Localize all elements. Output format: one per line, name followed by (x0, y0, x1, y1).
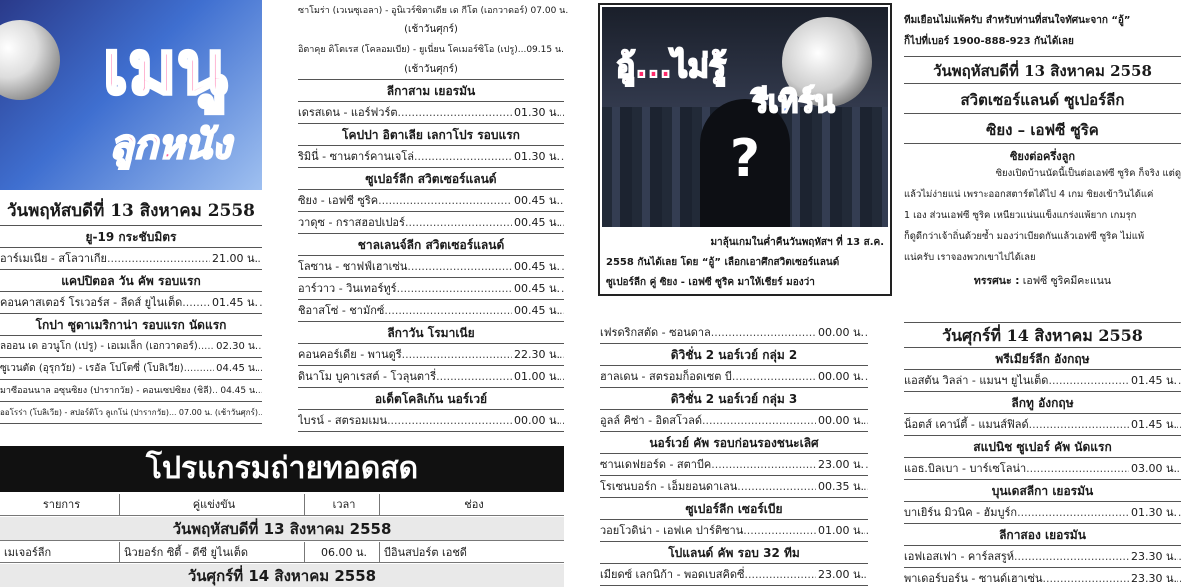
header-time: เวลา (305, 494, 380, 515)
league-heading: สแปนิช ซูเปอร์ คัพ นัดแรก (904, 436, 1181, 458)
match-row (600, 520, 868, 542)
body-line: แน่ครับ เราจองพวกเขาไปได้เลย (904, 252, 1036, 263)
match-time: 00.00 น. (512, 410, 560, 432)
header-program: รายการ (0, 494, 120, 515)
row-program: เมเจอร์ลีก (0, 542, 120, 562)
match-name: โรเซนบอร์ก - เอ็มยอนดาเลน ..... (600, 476, 868, 498)
match-row (904, 502, 1181, 524)
match-name: พาเดอร์บอร์น - ซานด์เฮาเซ่น ..... (904, 568, 1181, 587)
match-time: 01.45 น. (1129, 414, 1177, 436)
article-league: สวิตเซอร์แลนด์ ซูเปอร์ลีก (904, 86, 1181, 114)
match-name: ลออน เด อวนูโก (เปรู) - เอเมเล็ก (เอกวาดอร์) ..... (0, 336, 262, 358)
match-name: อาร์วาว - วินเทอร์ทูร์ ..... (298, 278, 564, 300)
feature-box (598, 3, 892, 296)
match-row (600, 454, 868, 476)
match-time: 01.45 น. (1129, 370, 1177, 392)
match-name: ซูเวนตัด (อุรุกวัย) - เรอัล โปโตซี่ (โบลิเวีย) ..... (0, 358, 262, 380)
row-time: 06.00 น. (305, 542, 380, 562)
match-row (600, 410, 868, 432)
top-line: (เช้าวันศุกร์) (404, 24, 458, 35)
match-time: 00.00 น. (816, 366, 864, 388)
match-row (0, 380, 262, 402)
poster-line1: อู้...ไม่รู้ (616, 47, 727, 85)
league-heading: อเด็ตโคลิเก้น นอร์เวย์ (298, 388, 564, 410)
body-line: 1 เอง ส่วนเอฟซี ซูริค เหนียวแน่นแข็งแกร่งแพ้ยาก เกมรุก (904, 210, 1137, 221)
match-time: 23.30 น. (1129, 546, 1177, 568)
match-row (298, 366, 564, 388)
league-heading: ลีกทู อังกฤษ (904, 392, 1181, 414)
ball-decoration-icon (0, 20, 60, 100)
match-time: 01.00 น. (816, 520, 864, 542)
league-heading: ชาลเลนจ์ลีก สวิตเซอร์แลนด์ (298, 234, 564, 256)
match-name: โลซาน - ชาฟฟ์เฮาเซ่น ..... (298, 256, 564, 278)
broadcast-date: วันศุกร์ที่ 14 สิงหาคม 2558 (0, 564, 564, 587)
match-row (0, 402, 262, 424)
match-time: 03.00 น. (1129, 458, 1177, 480)
match-row (904, 568, 1181, 587)
match-row (298, 146, 564, 168)
league-heading: ยู-19 กระชับมิตร (0, 226, 262, 248)
match-name: ไบรน์ - สตรอมเมน ..... (298, 410, 564, 432)
intro-line: ทีมเยือนไม่แพ้ครับ สำหรับท่านที่สนใจทัศนะจาก “อู้” (904, 15, 1131, 26)
match-name: วาดุซ - กราสฮอปเปอร์ ..... (298, 212, 564, 234)
match-row (0, 292, 262, 314)
league-heading: โคปปา อิตาเลีย เลกาโปร รอบแรก (298, 124, 564, 146)
match-row (298, 190, 564, 212)
fixtures-column-5 (904, 322, 1181, 587)
match-name: ซานเดฟยอร์ด - สตาบีค ..... (600, 454, 868, 476)
match-name: มาซีออนนาล อซุนซิยง (ปารากวัย) - คอนเซปซิยง (ชิลี) ..... (0, 380, 262, 402)
match-row (0, 248, 262, 270)
match-row (0, 358, 262, 380)
body-line: ซิยงเปิดบ้านนัดนี้เป็นต่อเอฟซี ซูริค ก็จริง แต่ดู (995, 168, 1181, 179)
question-mark-icon: ? (729, 129, 761, 189)
row-channel: บีอินสปอร์ต เอชดี (384, 546, 467, 559)
match-row (600, 366, 868, 388)
match-row (298, 344, 564, 366)
match-time: 01.45 น. (210, 292, 258, 314)
match-time: 00.45 น. (512, 278, 560, 300)
match-name: บาเยิร์น มิวนิค - ฮัมบูร์ก ..... (904, 502, 1181, 524)
broadcast-header-row (0, 494, 564, 516)
fixtures-column-4 (600, 322, 868, 587)
league-heading: โปแลนด์ คัพ รอบ 32 ทีม (600, 542, 868, 564)
league-heading: ลีกาสาม เยอรมัน (298, 80, 564, 102)
league-heading: ลีกาสอง เยอรมัน (904, 524, 1181, 546)
article-verdict (904, 272, 1181, 289)
league-heading: ลีกาวัน โรมาเนีย (298, 322, 564, 344)
match-row (904, 458, 1181, 480)
match-row (298, 300, 564, 322)
intro-line: ก็ไปที่เบอร์ 1900-888-923 กันได้เลย (904, 36, 1074, 47)
date-heading: วันศุกร์ที่ 14 สิงหาคม 2558 (904, 322, 1181, 348)
match-time: 02.30 น. (214, 336, 258, 358)
broadcast-program (0, 446, 564, 587)
match-row (0, 336, 262, 358)
match-row (298, 212, 564, 234)
menu-logo (0, 0, 262, 190)
match-time: 00.45 น. (512, 190, 560, 212)
verdict-text: เอฟซี ซูริคมีคะแนน (1022, 275, 1112, 287)
article (904, 0, 1181, 296)
article-date: วันพฤหัสบดีที่ 13 สิงหาคม 2558 (904, 56, 1181, 84)
top-line: ซาโมร่า (เวเนซุเอลา) - อูนิเวร์ซิตาเดีย เด กีโต (เอกวาดอร์) 07.00 น. (298, 6, 569, 16)
row-match: นิวยอร์ก ซิตี้ - ดีซี ยูไนเต็ด (120, 542, 305, 562)
logo-subtitle: ลูกหนัง (109, 122, 231, 168)
match-name: อูลล์ คิซ่า - อิดสโวลด์ ..... (600, 410, 868, 432)
league-heading: แคปปิตอล วัน คัพ รอบแรก (0, 270, 262, 292)
match-time: 00.00 น. (816, 322, 864, 344)
match-name: เฟรดริกสตัด - ซอนดาล ..... (600, 322, 868, 344)
article-match: ซิยง – เอฟซี ซูริค (904, 116, 1181, 144)
broadcast-title: โปรแกรมถ่ายทอดสด (0, 446, 564, 492)
article-body (904, 163, 1181, 268)
match-name: ริมินี่ - ซานตาร์คานเจโล่ ..... (298, 146, 564, 168)
header-channel: ช่อง (464, 498, 484, 511)
article-intro (904, 10, 1181, 52)
match-time: 00.45 น. (512, 212, 560, 234)
match-name: ซิยง - เอฟซี ซูริค ..... (298, 190, 564, 212)
match-row (600, 564, 868, 586)
match-time: 01.30 น. (512, 146, 560, 168)
match-name: ออโรร่า (โบลิเวีย) - สปอร์ติโว ลูเกโน่ (ปารากวัย) ..... (0, 402, 262, 424)
league-heading: ดิวิชั่น 2 นอร์เวย์ กลุ่ม 3 (600, 388, 868, 410)
match-name: แอสตัน วิลล่า - แมนฯ ยูไนเต็ด ..... (904, 370, 1181, 392)
match-row (298, 102, 564, 124)
match-name: เมียดซ์ เลกนิก้า - พอดเบสคิดซี่ ..... (600, 564, 868, 586)
poster-line2: รีเทิร์น (752, 85, 835, 120)
match-row (298, 256, 564, 278)
header-match: คู่แข่งขัน (120, 494, 305, 515)
match-time: 01.30 น. (512, 102, 560, 124)
match-row (904, 414, 1181, 436)
match-name: ดินาโม บูคาเรสต์ - โวลุนตารี่ ..... (298, 366, 564, 388)
date-heading: วันพฤหัสบดีที่ 13 สิงหาคม 2558 (0, 196, 262, 226)
match-row (298, 278, 564, 300)
match-row (600, 476, 868, 498)
top-line: อิตาคุย ดิโตเรส (โคลอมเบีย) - ยูเนี่ยน โคเมอร์ซิโอ (เปรู)...09.15 น. (298, 45, 564, 55)
fixtures-column-2 (298, 0, 569, 436)
top-line: (เช้าวันศุกร์) (298, 60, 564, 80)
verdict-label: ทรรศนะ : (973, 275, 1020, 287)
caption-line: ซูเปอร์ลีก คู่ ซิยง - เอฟซี ซูริค มาให้เชียร์ มองว่า (606, 277, 815, 288)
body-line: แล้วไม่ง่ายแน่ เพราะออกสตาร์ตได้ไป 4 เกม ซิยงเข้าวินได้แค่ (904, 189, 1154, 200)
match-row (600, 322, 868, 344)
match-name: แอธ.บิลเบา - บาร์เซโลน่า ..... (904, 458, 1181, 480)
match-name: น็อตส์ เคาน์ตี้ - แมนส์ฟิลด์ ..... (904, 414, 1181, 436)
match-name: เอฟเอสเฟา - คาร์ลสรูห์ ..... (904, 546, 1181, 568)
match-name: วอยโวดิน่า - เอฟเค ปาร์ติซาน ..... (600, 520, 868, 542)
match-time: 00.35 น. (816, 476, 864, 498)
match-time: 01.30 น. (1129, 502, 1177, 524)
league-heading: โกปา ซูดาเมริกาน่า รอบแรก นัดแรก (0, 314, 262, 336)
caption-line: 2558 กันได้เลย โดย “อู้” เลือกเอาศึกสวิตเซอร์แลนด์ (606, 257, 840, 268)
match-name: ชิอาสโซ่ - ชามักซ์ ..... (298, 300, 564, 322)
match-time: 00.00 น. (816, 410, 864, 432)
match-time: 07.00 น. (เช้าวันศุกร์) (177, 402, 258, 424)
league-heading: พรีเมียร์ลีก อังกฤษ (904, 348, 1181, 370)
league-heading: ซูเปอร์ลีก สวิตเซอร์แลนด์ (298, 168, 564, 190)
match-name: คอนคอร์เดีย - พานดูรี ..... (298, 344, 564, 366)
broadcast-date: วันพฤหัสบดีที่ 13 สิงหาคม 2558 (0, 517, 564, 541)
match-time: 21.00 น. (210, 248, 258, 270)
broadcast-row (0, 542, 564, 563)
match-time: 04.45 น. (218, 380, 258, 402)
league-heading: ดิวิชั่น 2 นอร์เวย์ กลุ่ม 2 (600, 344, 868, 366)
match-time: 01.00 น. (512, 366, 560, 388)
match-time: 22.30 น. (512, 344, 560, 366)
league-heading: ซูเปอร์ลีก เซอร์เบีย (600, 498, 868, 520)
match-name: คอนคาสเตอร์ โรเวอร์ส - ลีดส์ ยูไนเต็ด ..... (0, 292, 262, 314)
match-time: 23.30 น. (1129, 568, 1177, 587)
match-name: อาร์เมเนีย - สโลวาเกีย ..... (0, 248, 262, 270)
match-time: 04.45 น. (214, 358, 258, 380)
match-time: 00.45 น. (512, 300, 560, 322)
match-time: 00.45 น. (512, 256, 560, 278)
fixtures-column-1 (0, 194, 262, 436)
match-name: เดรสเดน - แอร์ฟวร์ต ..... (298, 102, 564, 124)
match-name: ฮาลเดน - สตรอมก็อดเซต บี ..... (600, 366, 868, 388)
match-row (904, 546, 1181, 568)
match-row (298, 410, 564, 432)
match-time: 23.00 น. (816, 454, 864, 476)
caption-line: มาลุ้นเกมในค่ำคืนวันพฤหัสฯ ที่ 13 ส.ค. (710, 237, 884, 248)
body-line: ก็ดูดีกว่าเจ้าถิ่นด้วยซ้ำ มองว่าเบียดกันแล้วเอฟซี ซูริค ไม่แพ้ (904, 231, 1145, 242)
match-row (904, 370, 1181, 392)
match-time: 23.00 น. (816, 564, 864, 586)
feature-caption (606, 233, 884, 293)
league-heading: บุนเดสลีกา เยอรมัน (904, 480, 1181, 502)
feature-poster (602, 7, 888, 227)
league-heading: นอร์เวย์ คัพ รอบก่อนรองชนะเลิศ (600, 432, 868, 454)
article-subhead: ซิยงต่อครึ่งลูก (1009, 150, 1076, 163)
logo-title: เมนู (102, 25, 228, 111)
